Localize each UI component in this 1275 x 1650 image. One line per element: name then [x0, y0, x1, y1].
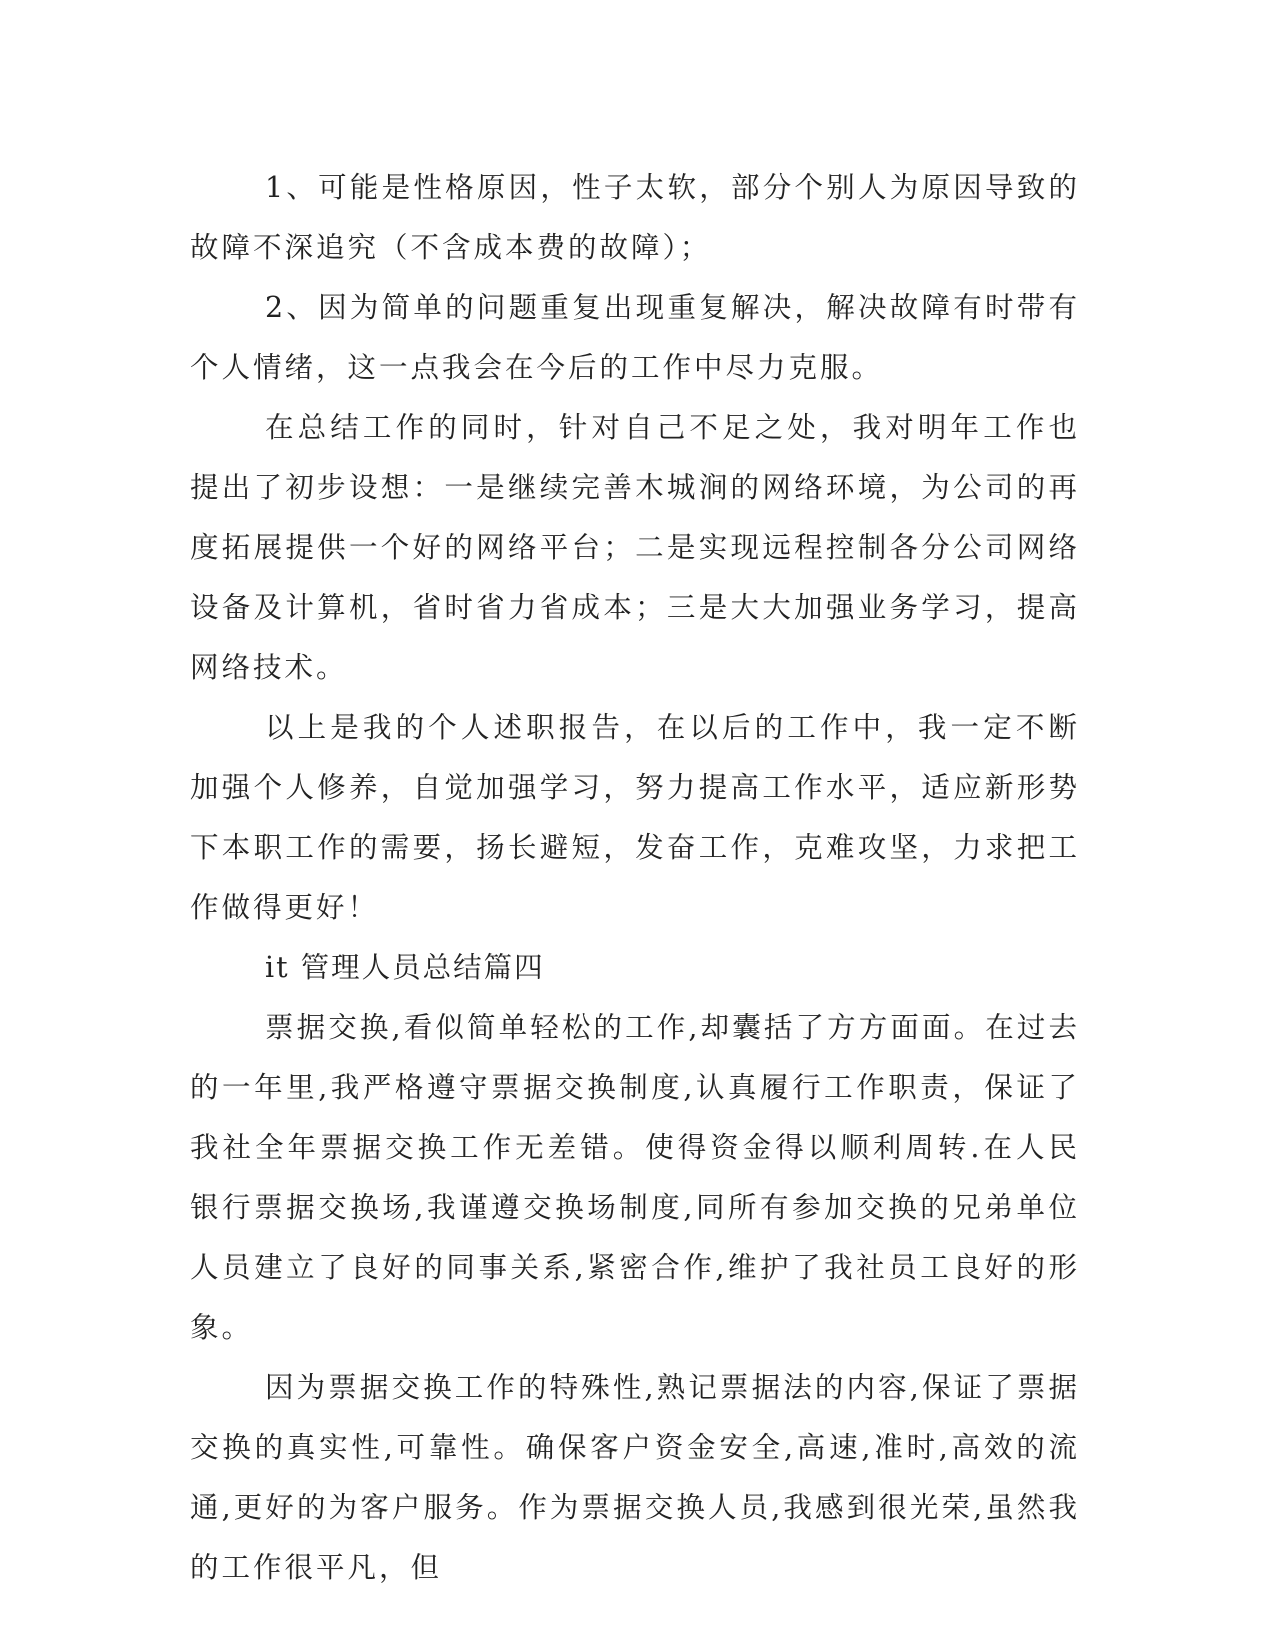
paragraph-shortcoming-2: 2、因为简单的问题重复出现重复解决，解决故障有时带有个人情绪，这一点我会在今后的工作中尽力克服。	[190, 291, 1080, 384]
paragraph-bill-exchange-intro: 票据交换,看似简单轻松的工作,却囊括了方方面面。在过去的一年里,我严格遵守票据交换制度,认真履行工作职责，保证了我社全年票据交换工作无差错。使得资金得以顺利周转.在人民银行票据交换场,我谨遵交换场制度,同所有参加交换的兄弟单位人员建立了良好的同事关系,紧密合作,维护了我社员工良好的形象。	[190, 1011, 1080, 1344]
paragraph-next-year-plan: 在总结工作的同时，针对自己不足之处，我对明年工作也提出了初步设想：一是继续完善木城涧的网络环境，为公司的再度拓展提供一个好的网络平台；二是实现远程控制各分公司网络设备及计算机，省时省力省成本；三是大大加强业务学习，提高网络技术。	[190, 411, 1080, 684]
paragraph-shortcoming-1: 1、可能是性格原因，性子太软，部分个别人为原因导致的故障不深追究（不含成本费的故障）；	[190, 171, 1080, 264]
paragraph-bill-exchange-detail: 因为票据交换工作的特殊性,熟记票据法的内容,保证了票据交换的真实性,可靠性。确保客户资金安全,高速,准时,高效的流通,更好的为客户服务。作为票据交换人员,我感到很光荣,虽然我的工作很平凡，但	[190, 1371, 1080, 1584]
document-body	[190, 158, 1080, 1598]
section-heading: it 管理人员总结篇四	[265, 951, 545, 984]
paragraph-conclusion: 以上是我的个人述职报告，在以后的工作中，我一定不断加强个人修养，自觉加强学习，努力提高工作水平，适应新形势下本职工作的需要，扬长避短，发奋工作，克难攻坚，力求把工作做得更好！	[190, 711, 1080, 924]
